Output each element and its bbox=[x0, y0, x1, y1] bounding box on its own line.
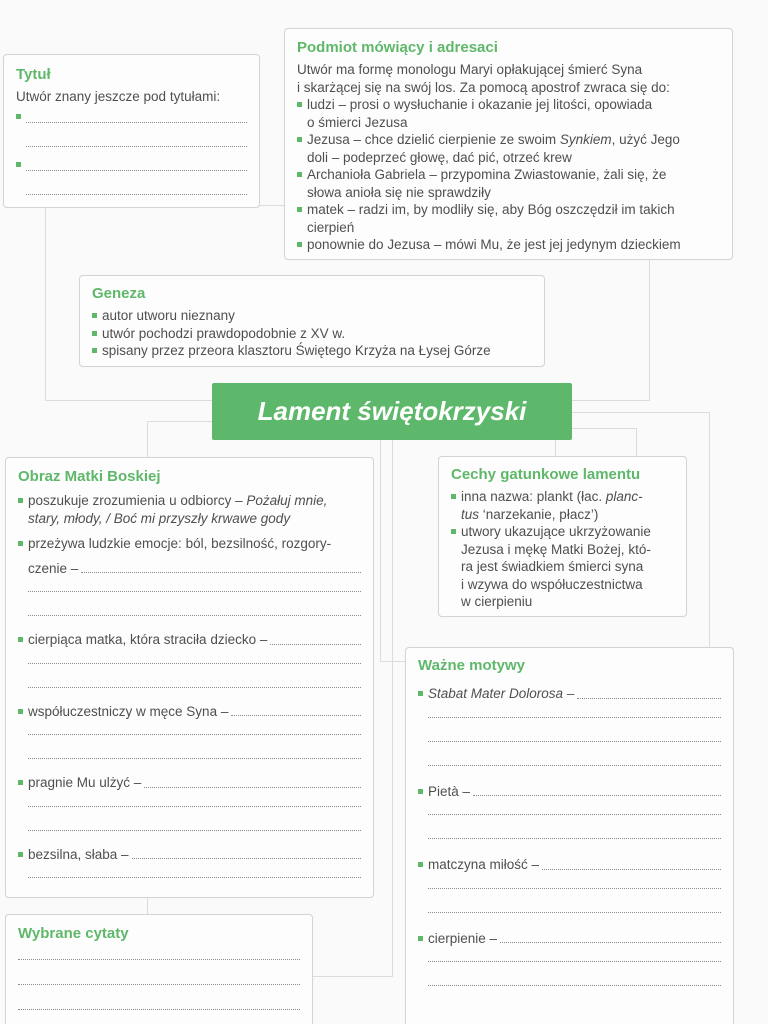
motywy-item-pieta-text: Pietà – bbox=[428, 783, 471, 799]
geneza-heading: Geneza bbox=[92, 285, 146, 302]
tytul-intro: Utwór znany jeszcze pod tytułami: bbox=[16, 89, 221, 104]
obraz-blank-line[interactable] bbox=[18, 649, 361, 673]
cechy-item-nazwa-post: ‘narzekanie, płacz’) bbox=[479, 506, 599, 522]
podmiot-heading: Podmiot mówiący i adresaci bbox=[297, 39, 498, 56]
podmiot-item-matek bbox=[297, 201, 720, 236]
obraz-blank-line[interactable] bbox=[18, 601, 361, 625]
geneza-box bbox=[79, 275, 545, 367]
motywy-item-stabat bbox=[418, 685, 721, 703]
motywy-blank-line[interactable] bbox=[418, 898, 721, 922]
obraz-blank-line[interactable] bbox=[18, 744, 361, 768]
motywy-item-milosc bbox=[418, 856, 721, 874]
obraz-item-emocje-line-1: przeżywa ludzkie emocje: ból, bezsilność, rozgory- bbox=[28, 536, 332, 551]
cechy-item-utwory-line-2: Jezusa i mękę Matki Bożej, któ- bbox=[461, 541, 651, 557]
cechy-item-nazwa-text: inna nazwa: plankt (łac. bbox=[461, 489, 606, 504]
obraz-item-zrozumienie bbox=[18, 492, 361, 527]
podmiot-item-jezusa-em: Synkiem bbox=[559, 132, 612, 147]
obraz-item-wspoluczestniczy-text: współuczestniczy w męce Syna – bbox=[28, 703, 229, 719]
motywy-item-milosc-text: matczyna miłość – bbox=[428, 857, 540, 872]
motywy-item-cierpienie bbox=[418, 930, 721, 948]
obraz-blank-line[interactable] bbox=[18, 577, 361, 601]
obraz-item-bezsilna bbox=[18, 846, 361, 864]
cechy-item-utwory-line-3: ra jest świadkiem śmierci syna bbox=[461, 559, 644, 574]
motywy-blank-line[interactable] bbox=[418, 874, 721, 898]
obraz-box bbox=[5, 457, 374, 898]
motywy-blank[interactable] bbox=[473, 795, 721, 796]
tytul-blank-1b[interactable] bbox=[16, 132, 247, 156]
obraz-item-zrozumienie-quote-1: Pożałuj mnie, bbox=[246, 493, 328, 508]
geneza-item: autor utworu nieznany bbox=[92, 307, 532, 325]
podmiot-item-jezusa-post: , użyć Jego bbox=[611, 132, 680, 147]
podmiot-item-ludzi bbox=[297, 96, 720, 131]
obraz-item-matka-text: cierpiąca matka, która straciła dziecko – bbox=[28, 632, 268, 647]
obraz-item-ulzyc bbox=[18, 774, 361, 792]
obraz-blank-line[interactable] bbox=[18, 673, 361, 697]
geneza-item: spisany przez przeora klasztoru Świętego Krzyża na Łysej Górze bbox=[92, 342, 532, 360]
podmiot-intro bbox=[297, 61, 720, 96]
obraz-blank[interactable] bbox=[81, 572, 361, 573]
motywy-blank-line[interactable] bbox=[418, 727, 721, 751]
tytul-blank-1[interactable] bbox=[16, 108, 247, 132]
cechy-heading: Cechy gatunkowe lamentu bbox=[451, 466, 641, 483]
podmiot-item-gabriela-line-1: Archanioła Gabriela – przypomina Zwiastowanie, żali się, że bbox=[307, 167, 667, 182]
obraz-blank-line[interactable] bbox=[18, 792, 361, 816]
geneza-item: utwór pochodzi prawdopodobnie z XV w. bbox=[92, 325, 532, 343]
tytul-box bbox=[3, 54, 260, 208]
motywy-item-pieta bbox=[418, 783, 721, 801]
motywy-blank[interactable] bbox=[577, 698, 721, 699]
motywy-item-cierpienie-text: cierpienie – bbox=[428, 930, 498, 946]
podmiot-item-matek-line-1: matek – radzi im, by modliły się, aby Bóg oszczędził im takich bbox=[307, 202, 675, 217]
motywy-item-stabat-text: Stabat Mater Dolorosa – bbox=[428, 686, 575, 701]
obraz-item-ulzyc-text: pragnie Mu ulżyć – bbox=[28, 775, 142, 790]
podmiot-item-ponownie: ponownie do Jezusa – mówi Mu, że jest jej jedynym dzieckiem bbox=[297, 236, 720, 254]
motywy-box bbox=[405, 647, 734, 1024]
tytul-heading: Tytuł bbox=[16, 66, 51, 83]
tytul-blank-2[interactable] bbox=[16, 156, 247, 180]
podmiot-item-gabriela-line-2: słowa anioła się nie sprawdziły bbox=[307, 184, 491, 200]
podmiot-item-gabriela bbox=[297, 166, 720, 201]
motywy-blank-line[interactable] bbox=[418, 800, 721, 824]
obraz-blank-line[interactable] bbox=[18, 863, 361, 885]
podmiot-item-jezusa bbox=[297, 131, 720, 166]
podmiot-item-jezusa-line-2: doli – podeprzeć głowę, dać pić, otrzeć krew bbox=[307, 149, 572, 165]
cechy-item-utwory bbox=[451, 523, 674, 611]
podmiot-box bbox=[284, 28, 733, 260]
obraz-heading: Obraz Matki Boskiej bbox=[18, 468, 161, 485]
motywy-blank[interactable] bbox=[542, 869, 721, 870]
obraz-item-bezsilna-text: bezsilna, słaba – bbox=[28, 846, 129, 862]
podmiot-intro-line-1: Utwór ma formę monologu Maryi opłakującej śmierć Syna bbox=[297, 62, 643, 77]
podmiot-item-ludzi-line-2: o śmierci Jezusa bbox=[307, 114, 408, 130]
cechy-item-utwory-line-1: utwory ukazujące ukrzyżowanie bbox=[461, 524, 651, 539]
tytul-blank-2b[interactable] bbox=[16, 180, 247, 204]
obraz-item-matka bbox=[18, 631, 361, 649]
podmiot-item-matek-line-2: cierpień bbox=[307, 219, 355, 235]
motywy-heading: Ważne motywy bbox=[418, 657, 525, 674]
cechy-box bbox=[438, 456, 687, 617]
obraz-item-wspoluczestniczy bbox=[18, 703, 361, 721]
podmiot-item-ludzi-line-1: ludzi – prosi o wysłuchanie i okazanie jej litości, opowiada bbox=[307, 97, 653, 112]
motywy-blank-line[interactable] bbox=[418, 947, 721, 971]
cytaty-blank-line[interactable] bbox=[18, 984, 300, 985]
cytaty-heading: Wybrane cytaty bbox=[18, 925, 129, 942]
motywy-blank-line[interactable] bbox=[418, 971, 721, 995]
obraz-blank[interactable] bbox=[132, 858, 361, 859]
cytaty-blank-line[interactable] bbox=[18, 959, 300, 960]
motywy-blank-line[interactable] bbox=[418, 751, 721, 775]
obraz-blank[interactable] bbox=[270, 644, 361, 645]
cechy-item-nazwa bbox=[451, 488, 674, 523]
podmiot-intro-line-2: i skarżącej się na swój los. Za pomocą apostrof zwraca się do: bbox=[297, 79, 670, 95]
obraz-blank-line[interactable] bbox=[18, 720, 361, 744]
obraz-item-zrozumienie-quote-2: stary, młody, / Boć mi przyszły krwawe gody bbox=[28, 510, 291, 526]
obraz-blank[interactable] bbox=[231, 715, 361, 716]
podmiot-item-jezusa-text: Jezusa – chce dzielić cierpienie ze swoim bbox=[307, 132, 560, 147]
motywy-blank-line[interactable] bbox=[418, 824, 721, 848]
cytaty-box bbox=[5, 914, 313, 1024]
obraz-blank-line[interactable] bbox=[18, 816, 361, 840]
obraz-blank[interactable] bbox=[144, 787, 361, 788]
motywy-blank-line[interactable] bbox=[418, 703, 721, 727]
obraz-item-emocje bbox=[18, 535, 361, 577]
obraz-item-zrozumienie-text: poszukuje zrozumienia u odbiorcy – bbox=[28, 493, 247, 508]
motywy-blank[interactable] bbox=[500, 942, 721, 943]
obraz-item-emocje-line-2: czenie – bbox=[28, 560, 79, 576]
page-title: Lament świętokrzyski bbox=[212, 383, 572, 440]
cechy-item-utwory-line-4: i wzywa do współuczestnictwa bbox=[461, 576, 643, 592]
cechy-item-utwory-line-5: w cierpieniu bbox=[461, 594, 533, 609]
cechy-item-nazwa-em-2: tus bbox=[461, 506, 480, 522]
cytaty-blank-line[interactable] bbox=[18, 1009, 300, 1010]
cechy-item-nazwa-em: planc- bbox=[605, 489, 643, 504]
